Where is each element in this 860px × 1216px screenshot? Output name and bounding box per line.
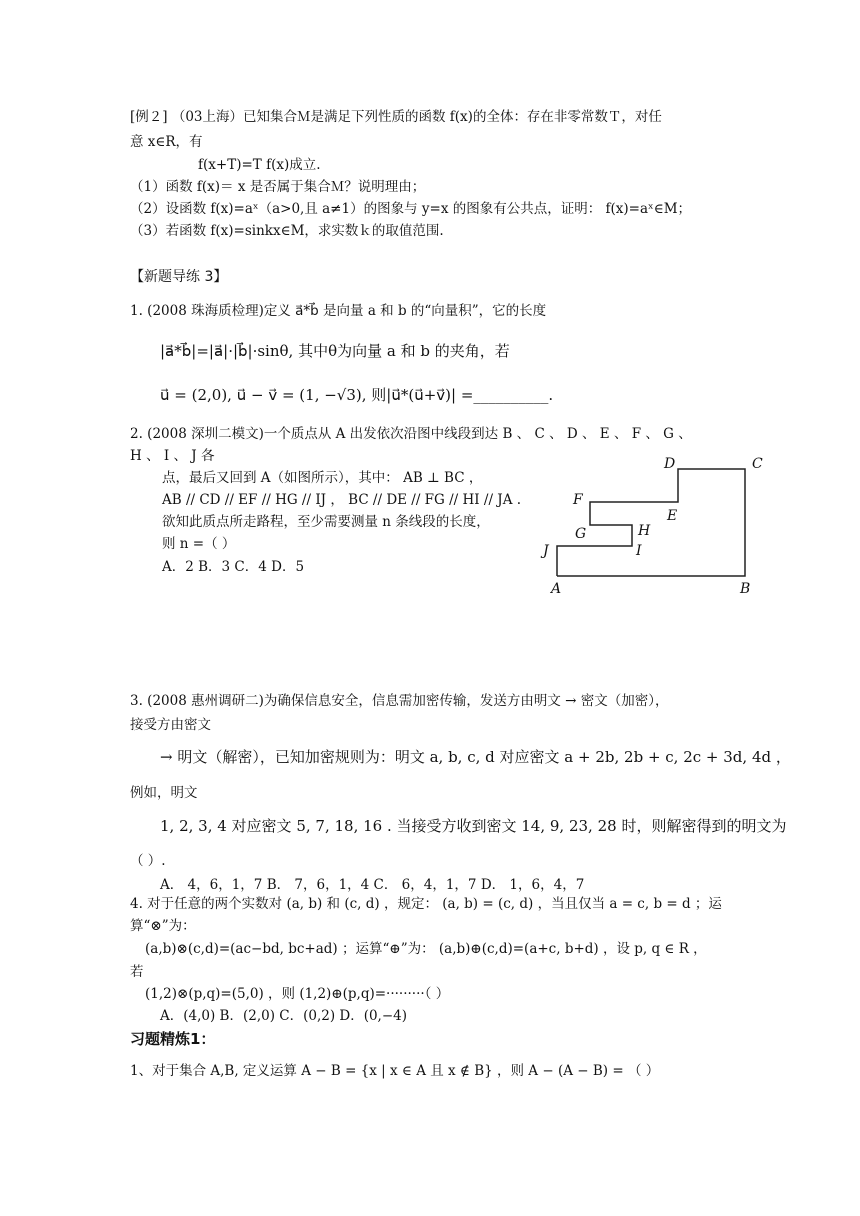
section-title-exercises: 习题精炼1： bbox=[130, 1030, 216, 1048]
problem2-line4: AB // CD // EF // HG // IJ ， BC // DE // FG // HI // JA . bbox=[162, 492, 522, 508]
problem2-line5: 欲知此质点所走路程，至少需要测量 n 条线段的长度， bbox=[162, 514, 490, 530]
figure-label-F: F bbox=[573, 492, 583, 508]
problem4-line3: (a,b)⊗(c,d)=(ac−bd, bc+ad) ；运算“⊕”为： (a,b)⊕(c,d)=(a+c, b+d) ，设 p, q ∈ R ， bbox=[145, 941, 707, 957]
figure-label-D: D bbox=[664, 456, 676, 472]
problem4-line2: 算“⊗”为： bbox=[130, 918, 196, 934]
example2-line2: 意 x∈R，有 bbox=[130, 134, 203, 150]
problem4-line1: 4. 对于任意的两个实数对 (a, b) 和 (c, d) ，规定： (a, b) = (c, d) ，当且仅当 a = c, b = d ；运 bbox=[130, 896, 722, 912]
example2-line3: f(x+T)=T f(x)成立. bbox=[198, 157, 321, 173]
figure-label-B: B bbox=[740, 581, 751, 597]
problem3-line6: （ ）. bbox=[130, 853, 166, 869]
problem3-line1: 3. (2008 惠州调研二)为确保信息安全，信息需加密传输，发送方由明文 → 密文（加密）， bbox=[130, 693, 669, 709]
problem2-line3: 点，最后又回到 A（如图所示），其中： AB ⊥ BC ， bbox=[162, 470, 483, 486]
problem4-line5: (1,2)⊗(p,q)=(5,0) ，则 (1,2)⊕(p,q)=·········（ ） bbox=[145, 986, 450, 1002]
section-title-new-practice: 【新题导练 3】 bbox=[130, 269, 228, 285]
figure-label-H: H bbox=[638, 523, 651, 539]
exercise1-line1: 1、对于集合 A,B, 定义运算 A − B = {x | x ∈ A 且 x ∉ B} ，则 A − (A − B) = （ ） bbox=[130, 1063, 660, 1079]
example2-line1: [例２] （03上海）已知集合Ｍ是满足下列性质的函数 f(x)的全体：存在非零常数Ｔ，对任 bbox=[130, 109, 662, 125]
staircase-path bbox=[557, 469, 745, 576]
problem3-line2: 接受方由密文 bbox=[130, 717, 211, 733]
figure-label-C: C bbox=[752, 456, 763, 472]
problem2-line2: H 、 I 、 J 各 bbox=[130, 448, 215, 464]
example2-question1: （1）函数 f(x)＝ x 是否属于集合Ｍ？说明理由； bbox=[130, 179, 426, 195]
figure-label-I: I bbox=[636, 543, 642, 559]
figure-label-A: A bbox=[551, 581, 562, 597]
problem1-line3: u⃗ = (2,0), u⃗ − v⃗ = (1, −√3), 则|u⃗*(u⃗+v⃗)| =__________. bbox=[160, 386, 554, 404]
figure-label-G: G bbox=[575, 526, 587, 542]
problem1-line1: 1. (2008 珠海质检理)定义 a⃗*b⃗ 是向量 a 和 b 的“向量积”，它的长度 bbox=[130, 303, 547, 319]
problem4-line4: 若 bbox=[130, 964, 144, 980]
figure-label-J: J bbox=[543, 543, 549, 559]
example2-question3: （3）若函数 f(x)=sinkx∈M，求实数ｋ的取值范围. bbox=[130, 223, 444, 239]
problem3-options: A． 4，6，1，7 B． 7，6，1，4 C． 6，4，1，7 D． 1，6，4，7 bbox=[160, 877, 585, 893]
problem4-options: A．(4,0) B．(2,0) C．(0,2) D．(0,−4) bbox=[160, 1008, 408, 1024]
problem2-options: A．2 B．3 C．4 D．5 bbox=[162, 559, 305, 575]
problem2-line6: 则 n =（ ） bbox=[162, 536, 236, 552]
problem3-line4: 例如，明文 bbox=[130, 785, 198, 801]
example2-question2: （2）设函数 f(x)=aˣ（a>0,且 a≠1）的图象与 y=x 的图象有公共点，证明： f(x)=aˣ∈M； bbox=[130, 201, 692, 217]
figure-label-E: E bbox=[667, 508, 678, 524]
staircase-figure bbox=[535, 452, 775, 602]
problem2-line1: 2. (2008 深圳二模文)一个质点从 A 出发依次沿图中线段到达 B 、 C 、 D 、 E 、 F 、 G 、 bbox=[130, 426, 692, 442]
problem3-line5: 1, 2, 3, 4 对应密文 5, 7, 18, 16 . 当接受方收到密文 14, 9, 23, 28 时，则解密得到的明文为 bbox=[160, 817, 787, 835]
problem1-line2: |a⃗*b⃗|=|a⃗|·|b⃗|·sinθ, 其中θ为向量 a 和 b 的夹角，若 bbox=[160, 342, 510, 360]
problem3-line3: → 明文（解密），已知加密规则为：明文 a, b, c, d 对应密文 a + 2b, 2b + c, 2c + 3d, 4d ， bbox=[160, 748, 791, 766]
